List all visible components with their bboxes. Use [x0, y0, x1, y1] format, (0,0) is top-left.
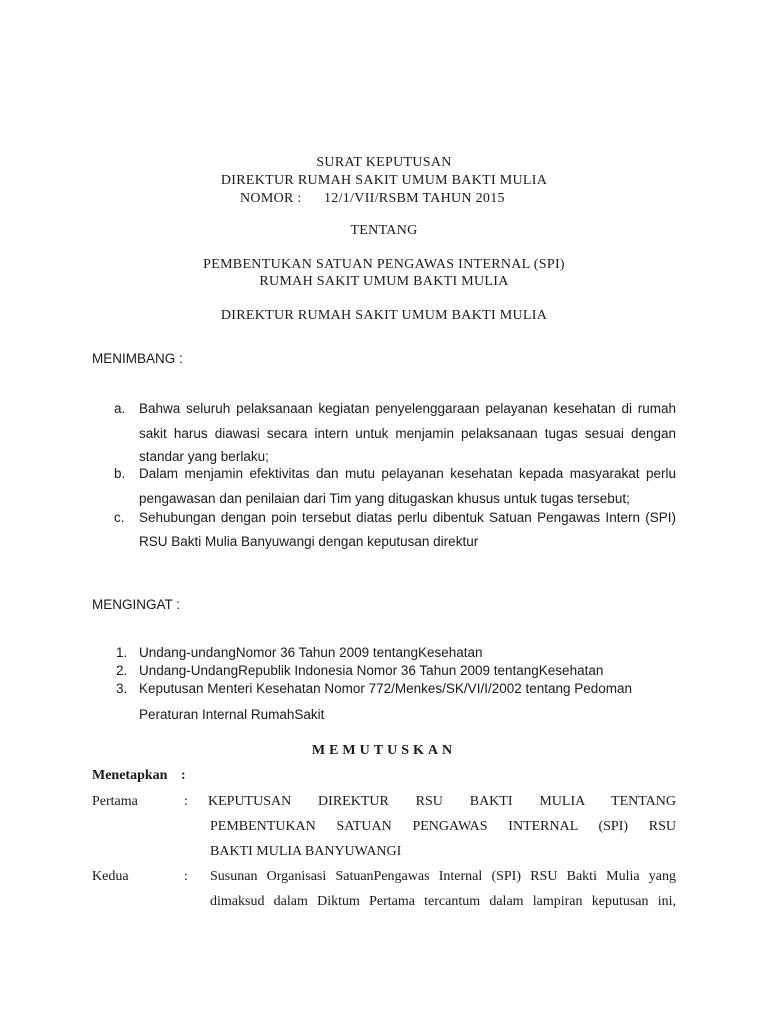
list-item-line: Peraturan Internal RumahSakit	[139, 707, 325, 722]
mengingat-label: MENGINGAT :	[92, 597, 181, 612]
list-marker: b.	[114, 466, 126, 481]
diktum-line: PEMBENTUKAN SATUAN PENGAWAS INTERNAL (SPI) RSU	[210, 819, 676, 834]
list-marker: 1.	[116, 645, 128, 660]
list-item-line: Undang-undangNomor 36 Tahun 2009 tentangKesehatan	[139, 645, 483, 660]
director-line: DIREKTUR RUMAH SAKIT UMUM BAKTI MULIA	[220, 308, 548, 323]
menimbang-label: MENIMBANG :	[92, 351, 183, 366]
diktum-line: Susunan Organisasi SatuanPengawas Internal (SPI) RSU Bakti Mulia yang	[210, 869, 676, 884]
list-item-line: Keputusan Menteri Kesehatan Nomor 772/Menkes/SK/VI/I/2002 tentang Pedoman	[139, 681, 633, 696]
diktum-line: dimaksud dalam Diktum Pertama tercantum dalam lampiran keputusan ini,	[210, 894, 676, 909]
list-marker: 2.	[116, 663, 128, 678]
list-item-line: pengawasan dan penilaian dari Tim yang ditugaskan khusus untuk tugas tersebut;	[139, 491, 630, 506]
list-item-line: RSU Bakti Mulia Banyuwangi dengan keputusan direktur	[139, 534, 479, 549]
diktum-label: Pertama	[92, 794, 138, 809]
diktum-line: KEPUTUSAN DIREKTUR RSU BAKTI MULIA TENTANG	[208, 794, 676, 809]
subject-line-1: PEMBENTUKAN SATUAN PENGAWAS INTERNAL (SPI)	[203, 257, 565, 272]
diktum-colon: :	[184, 794, 188, 809]
menetapkan-label: Menetapkan	[92, 768, 168, 783]
list-item-line: Dalam menjamin efektivitas dan mutu pelayanan kesehatan kepada masyarakat perlu	[139, 466, 676, 481]
nomor-value: 12/1/VII/RSBM TAHUN 2015	[324, 191, 505, 206]
list-item-line: standar yang berlaku;	[139, 449, 269, 464]
nomor-label: NOMOR :	[240, 191, 302, 206]
menetapkan-colon: :	[181, 768, 186, 783]
list-item-line: sakit harus diawasi secara intern untuk menjamin pelaksanaan tugas sesuai dengan	[139, 426, 676, 441]
tentang-heading: TENTANG	[350, 223, 418, 238]
list-marker: c.	[114, 510, 125, 525]
diktum-colon: :	[184, 869, 188, 884]
diktum-line: BAKTI MULIA BANYUWANGI	[210, 844, 402, 859]
list-item-line: Undang-UndangRepublik Indonesia Nomor 36 Tahun 2009 tentangKesehatan	[139, 663, 604, 678]
subject-line-2: RUMAH SAKIT UMUM BAKTI MULIA	[259, 274, 509, 289]
list-item-line: Bahwa seluruh pelaksanaan kegiatan penyelenggaraan pelayanan kesehatan di rumah	[139, 401, 676, 416]
doc-title: SURAT KEPUTUSAN	[316, 155, 452, 170]
memutuskan-heading: MEMUTUSKAN	[311, 743, 457, 758]
diktum-label: Kedua	[92, 869, 129, 884]
list-marker: 3.	[116, 681, 128, 696]
doc-issuer: DIREKTUR RUMAH SAKIT UMUM BAKTI MULIA	[220, 173, 548, 188]
list-marker: a.	[114, 401, 126, 416]
list-item-line: Sehubungan dengan poin tersebut diatas perlu dibentuk Satuan Pengawas Intern (SPI)	[139, 510, 676, 525]
